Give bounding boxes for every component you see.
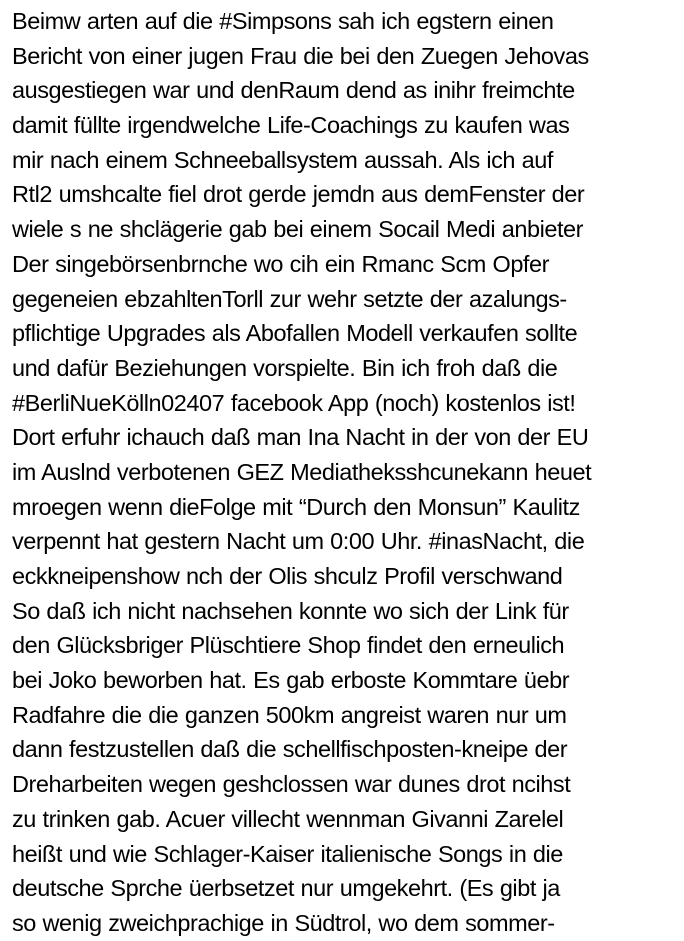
text-line-11: und dafür Beziehungen vorspielte. Bin ich froh daß die (12, 354, 558, 381)
text-line-23: Dreharbeiten wegen geshclossen war dunes drot ncihst (12, 771, 571, 798)
text-line-2: Bericht von einer jugen Frau die bei den Zuegen Jehovas (12, 42, 589, 69)
text-line-5: mir nach einem Schneeballsystem aussah. Als ich auf (12, 146, 553, 173)
text-line-24: zu trinken gab. Acuer villecht wennman Givanni Zarelel (12, 805, 564, 832)
text-line-15: mroegen wenn dieFolge mit “Durch den Monsun” Kaulitz (12, 493, 580, 520)
text-line-22: dann festzustellen daß die schellfischposten-kneipe der (12, 736, 568, 763)
text-line-27: so wenig zweichprachige in Südtrol, wo dem sommer- (12, 909, 555, 936)
text-line-12: #BerliNueKölln02407 facebook App (noch) kostenlos ist! (12, 389, 576, 416)
text-line-20: bei Joko beworben hat. Es gab erboste Kommtare üebr (12, 667, 570, 694)
text-line-16: verpennt hat gestern Nacht um 0:00 Uhr. #inasNacht, die (12, 528, 585, 555)
text-line-25: heißt und wie Schlager-Kaiser italienische Songs in die (12, 840, 563, 867)
text-line-26: deutsche Sprche üerbsetzet nur umgekehrt. (Es gibt ja (12, 875, 560, 902)
text-line-3: ausgestiegen war und denRaum dend as inihr freimchte (12, 77, 575, 104)
text-line-14: im Auslnd verbotenen GEZ Mediatheksshcunekann heuet (12, 458, 592, 485)
text-line-19: den Glücksbriger Plüschtiere Shop findet den erneulich (12, 632, 565, 659)
text-line-10: pflichtige Upgrades als Abofallen Modell verkaufen sollte (12, 320, 578, 347)
body-text (12, 4, 680, 941)
text-line-18: So daß ich nicht nachsehen konnte wo sich der Link für (12, 597, 569, 624)
text-line-17: eckkneipenshow nch der Olis shculz Profil verschwand (12, 563, 563, 589)
text-line-8: Der singebörsenbrnche wo cih ein Rmanc Scm Opfer (12, 250, 550, 277)
text-line-13: Dort erfuhr ichauch daß man Ina Nacht in der von der EU (12, 424, 589, 451)
text-line-6: Rtl2 umshcalte fiel drot gerde jemdn aus demFenster der (12, 181, 585, 208)
text-line-4: damit füllte irgendwelche Life-Coachings zu kaufen was (12, 112, 570, 139)
text-line-21: Radfahre die die ganzen 500km angreist waren nur um (12, 701, 567, 728)
text-line-1: Beimw arten auf die #Simpsons sah ich egstern einen (12, 8, 554, 34)
text-line-9: gegeneien ebzahltenTorll zur wehr setzte der azalungs- (12, 285, 567, 312)
text-line-7: wiele s ne shclägerie gab bei einem Socail Medi anbieter (12, 216, 584, 243)
